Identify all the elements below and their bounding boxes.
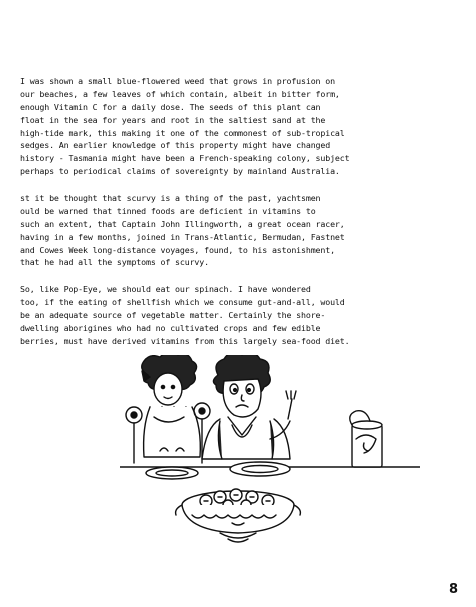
paragraph-vitamin-weed <box>20 75 460 178</box>
text-line: So, like Pop-Eye, we should eat our spinach. I have wondered <box>20 284 311 294</box>
paragraph-spinach <box>20 283 460 347</box>
text-line: our beaches, a few leaves of which contain, albeit in bitter form, <box>20 88 340 99</box>
page-number: 8 <box>448 582 458 597</box>
text-line: perhaps to periodical claims of sovereignty by mainland Australia. <box>20 166 340 177</box>
child-plate <box>146 467 198 479</box>
dinner-illustration <box>120 355 420 555</box>
tin-can <box>350 411 382 467</box>
text-line: history - Tasmania might have been a French-speaking colony, subject <box>20 153 350 164</box>
man-figure <box>202 355 296 459</box>
text-line: too, if the eating of shellfish which we consume gut-and-all, would <box>20 296 345 307</box>
shellfish-bowl <box>176 489 301 542</box>
man-plate <box>230 462 290 476</box>
text-line: float in the sea for years and root in the saltiest sand at the <box>20 114 326 125</box>
text-line: having in a few months, joined in Trans-Atlantic, Bermudan, Fastnet <box>20 231 345 242</box>
text-line: and Cowes Week long-distance voyages, found, to his astonishment, <box>20 244 335 255</box>
text-line: that he had all the symptoms of scurvy. <box>20 257 209 268</box>
text-line: sedges. An earlier knowledge of this property might have changed <box>20 140 331 151</box>
text-line: ould be warned that tinned foods are deficient in vitamins to <box>20 205 316 216</box>
paragraph-scurvy <box>20 192 460 269</box>
text-line: dwelling aborigines who had no cultivated crops and few edible <box>20 322 321 333</box>
text-line: high-tide mark, this making it one of the commonest of sub-tropical <box>20 127 345 138</box>
text-line: enough Vitamin C for a daily dose. The seeds of this plant can <box>20 101 321 112</box>
text-line: I was shown a small blue-flowered weed that grows in profusion on <box>20 76 335 86</box>
text-line: st it be thought that scurvy is a thing of the past, yachtsmen <box>20 193 321 203</box>
text-line: berries, must have derived vitamins from this largely sea-food diet. <box>20 335 350 346</box>
child-figure <box>126 355 210 463</box>
text-line: be an adequate source of vegetable matter. Certainly the shore- <box>20 309 326 320</box>
text-line: such an extent, that Captain John Illingworth, a great ocean racer, <box>20 218 345 229</box>
